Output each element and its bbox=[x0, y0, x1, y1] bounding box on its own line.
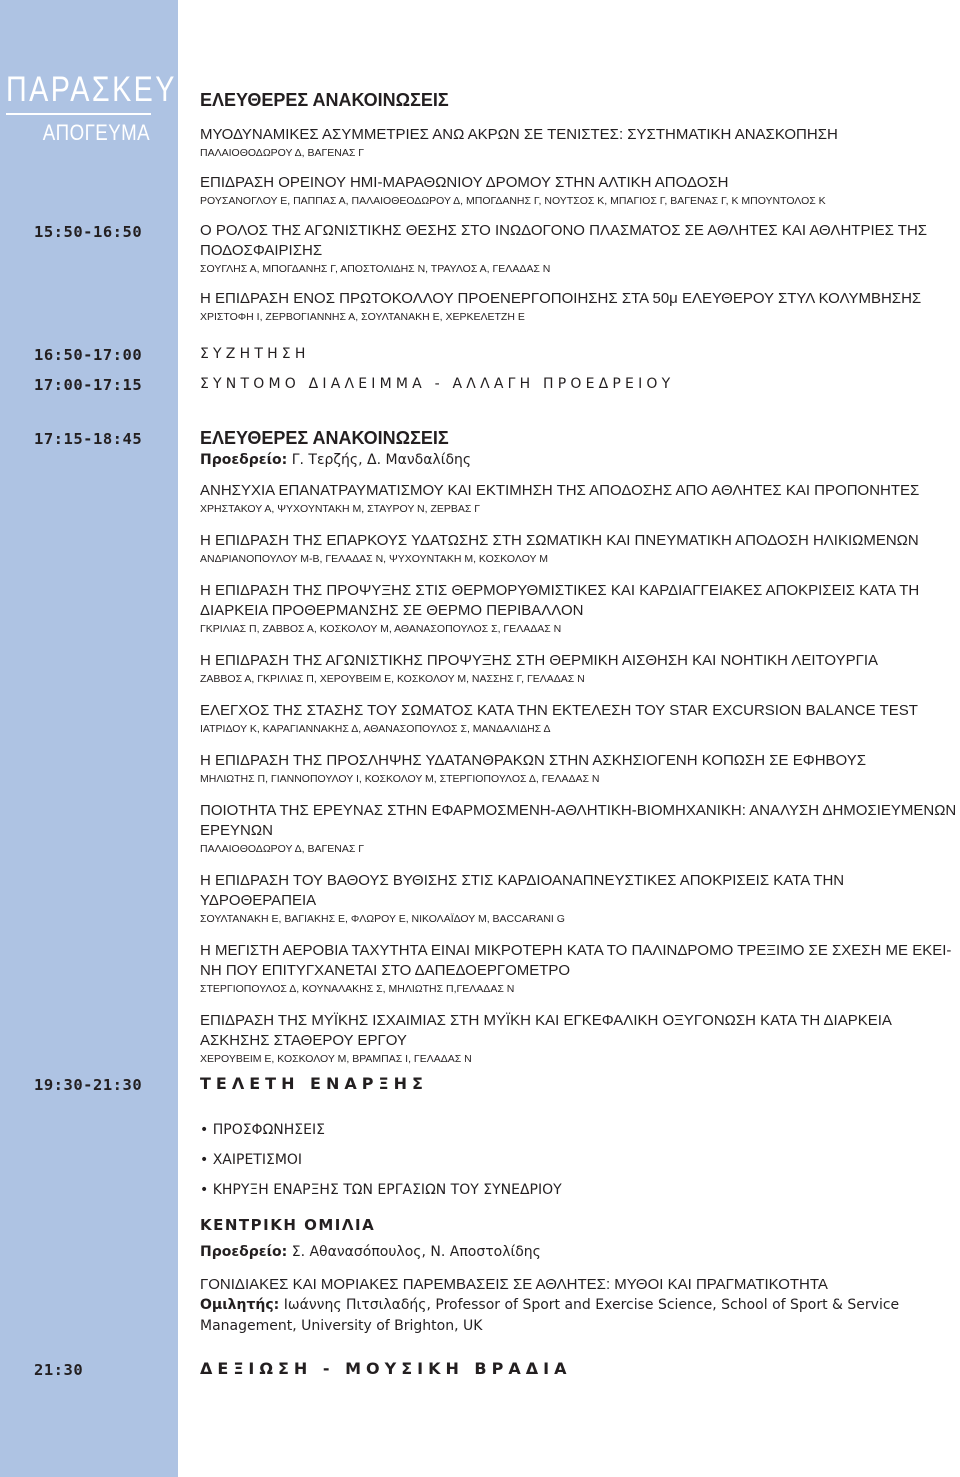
abstract-authors: ΜΗΛΙΩΤΗΣ Π, ΓΙΑΝΝΟΠΟΥΛΟΥ Ι, ΚΟΣΚΟΛΟΥ Μ, ΣΤΕΡΓΙΟΠΟΥΛΟΣ Δ, ΓΕΛΑΔΑΣ Ν bbox=[200, 773, 600, 785]
keynote-chair-line bbox=[200, 1244, 541, 1260]
chair-label: Προεδρείο: bbox=[200, 452, 288, 468]
abstract-authors: ΡΟΥΣΑΝΟΓΛΟΥ Ε, ΠΑΠΠΑΣ Α, ΠΑΛΑΙΟΘΕΟΔΩΡΟΥ Δ, ΜΠΟΓΔΑΝΗΣ Γ, ΝΟΥΤΣΟΣ Κ, ΜΠΑΓΙΟΣ Γ, ΒΑΓΕΝΑΣ Γ, Κ ΜΠΟΥΝΤΟΛΟΣ Κ bbox=[200, 195, 826, 207]
abstract-authors: ΠΑΛΑΙΟΘΟΔΩΡΟΥ Δ, ΒΑΓΕΝΑΣ Γ bbox=[200, 147, 365, 159]
day-underline bbox=[6, 113, 151, 115]
abstract-title: Η ΕΠΙΔΡΑΣΗ ΤΗΣ ΠΡΟΣΛΗΨΗΣ ΥΔΑΤΑΝΘΡΑΚΩΝ ΣΤΗΝ ΑΣΚΗΣΙΟΓΕΝΗ ΚΟΠΩΣΗ ΣΕ ΕΦΗΒΟΥΣ bbox=[200, 752, 866, 769]
abstract-item bbox=[200, 701, 960, 737]
bullet-text: ΚΗΡΥΞΗ ΕΝΑΡΞΗΣ ΤΩΝ ΕΡΓΑΣΙΩΝ ΤΟΥ ΣΥΝΕΔΡΙΟΥ bbox=[212, 1182, 562, 1198]
abstract-item bbox=[200, 871, 960, 927]
abstract-title: ΠΟΙΟΤΗΤΑ ΤΗΣ ΕΡΕΥΝΑΣ ΣΤΗΝ ΕΦΑΡΜΟΣΜΕΝΗ-ΑΘΛΗΤΙΚΗ-ΒΙΟΜΗΧΑΝΙΚΗ: ΑΝΑΛΥΣΗ ΔΗΜΟΣΙΕΥΜΕΝΩΝ ΕΡΕΥΝΩΝ bbox=[200, 802, 957, 839]
abstract-authors: ΣΟΥΛΤΑΝΑΚΗ Ε, ΒΑΓΙΑΚΗΣ Ε, ΦΛΩΡΟΥ Ε, ΝΙΚΟΛΑΪΔΟΥ Μ, BACCARANI G bbox=[200, 913, 565, 925]
time-slot-3: 17:00-17:15 bbox=[34, 376, 143, 394]
keynote-title: ΓΟΝΙΔΙΑΚΕΣ ΚΑΙ ΜΟΡΙΑΚΕΣ ΠΑΡΕΜΒΑΣΕΙΣ ΣΕ ΑΘΛΗΤΕΣ: ΜΥΘΟΙ ΚΑΙ ΠΡΑΓΜΑΤΙΚΟΤΗΤΑ bbox=[200, 1276, 828, 1293]
bullet-item: • ΠΡΟΣΦΩΝΗΣΕΙΣ bbox=[200, 1122, 325, 1138]
session-heading: ΕΛΕΥΘΕΡΕΣ ΑΝΑΚΟΙΝΩΣΕΙΣ bbox=[200, 90, 449, 110]
opening-heading: ΤΕΛΕΤΗ ΕΝΑΡΞΗΣ bbox=[200, 1074, 428, 1093]
abstract-title: ΕΠΙΔΡΑΣΗ ΤΗΣ ΜΥΪΚΗΣ ΙΣΧΑΙΜΙΑΣ ΣΤΗ ΜΥΪΚΗ ΚΑΙ ΕΓΚΕΦΑΛΙΚΗ ΟΞΥΓΟΝΩΣΗ ΚΑΤΑ ΤΗ ΔΙΑΡΚΕΙΑ ΑΣΚΗΣΗΣ ΣΤΑΘΕΡΟΥ ΕΡΓΟΥ bbox=[200, 1012, 892, 1049]
session-1 bbox=[200, 90, 960, 325]
abstract-title: Η ΜΕΓΙΣΤΗ ΑΕΡΟΒΙΑ ΤΑΧΥΤΗΤΑ ΕΙΝΑΙ ΜΙΚΡΟΤΕΡΗ ΚΑΤΑ ΤΟ ΠΑΛΙΝΔΡΟΜΟ ΤΡΕΞΙΜΟ ΣΕ ΣΧΕΣΗ ΜΕ ΕΚΕΙ-ΝΗ ΠΟΥ ΕΠΙΤΥΓΧΑΝΕΤΑΙ ΣΤΟ ΔΑΠΕΔΟΕΡΓΟΜΕΤΡΟ bbox=[200, 942, 952, 979]
time-slot-2: 16:50-17:00 bbox=[34, 346, 143, 364]
session-heading: ΕΛΕΥΘΕΡΕΣ ΑΝΑΚΟΙΝΩΣΕΙΣ bbox=[200, 428, 449, 448]
abstract-item bbox=[200, 481, 960, 517]
day-title: ΠΑΡΑΣΚΕΥΗ bbox=[6, 70, 201, 109]
abstract-item bbox=[200, 221, 960, 277]
time-slot-6: 21:30 bbox=[34, 1361, 84, 1379]
abstract-item bbox=[200, 531, 960, 567]
abstract-title: Η ΕΠΙΔΡΑΣΗ ΤΗΣ ΑΓΩΝΙΣΤΙΚΗΣ ΠΡΟΨΥΞΗΣ ΣΤΗ ΘΕΡΜΙΚΗ ΑΙΣΘΗΣΗ ΚΑΙ ΝΟΗΤΙΚΗ ΛΕΙΤΟΥΡΓΙΑ bbox=[200, 652, 879, 669]
abstract-authors: ΖΑΒΒΟΣ Α, ΓΚΡΙΛΙΑΣ Π, ΧΕΡΟΥΒΕΙΜ Ε, ΚΟΣΚΟΛΟΥ Μ, ΝΑΣΣΗΣ Γ, ΓΕΛΑΔΑΣ Ν bbox=[200, 673, 585, 685]
abstract-title: ΕΛΕΓΧΟΣ ΤΗΣ ΣΤΑΣΗΣ ΤΟΥ ΣΩΜΑΤΟΣ ΚΑΤΑ ΤΗΝ ΕΚΤΕΛΕΣΗ ΤΟΥ STAR EXCURSION BALANCE TEST bbox=[200, 702, 918, 719]
period-title: ΑΠΟΓΕΥΜΑ bbox=[42, 120, 150, 145]
abstract-authors: ΓΚΡΙΛΙΑΣ Π, ΖΑΒΒΟΣ Α, ΚΟΣΚΟΛΟΥ Μ, ΑΘΑΝΑΣΟΠΟΥΛΟΣ Σ, ΓΕΛΑΔΑΣ Ν bbox=[200, 623, 562, 635]
abstract-item bbox=[200, 941, 960, 997]
time-slot-5: 19:30-21:30 bbox=[34, 1076, 143, 1094]
speaker-text: Ιωάννης Πιτσιλαδής, Professor of Sport and Exercise Science, School of Sport & Service Management, University of Brighton, UK bbox=[200, 1297, 900, 1334]
sidebar-band bbox=[0, 0, 201, 1477]
abstract-authors: ΑΝΔΡΙΑΝΟΠΟΥΛΟΥ Μ-Β, ΓΕΛΑΔΑΣ Ν, ΨΥΧΟΥΝΤΑΚΗ Μ, ΚΟΣΚΟΛΟΥ Μ bbox=[200, 553, 549, 565]
abstract-authors: ΙΑΤΡΙΔΟΥ Κ, ΚΑΡΑΓΙΑΝΝΑΚΗΣ Δ, ΑΘΑΝΑΣΟΠΟΥΛΟΣ Σ, ΜΑΝΔΑΛΙΔΗΣ Δ bbox=[200, 723, 551, 735]
abstract-title: Ο ΡΟΛΟΣ ΤΗΣ ΑΓΩΝΙΣΤΙΚΗΣ ΘΕΣΗΣ ΣΤΟ ΙΝΩΔΟΓΟΝΟ ΠΛΑΣΜΑΤΟΣ ΣΕ ΑΘΛΗΤΕΣ ΚΑΙ ΑΘΛΗΤΡΙΕΣ ΤΗΣ ΠΟΔΟΣΦΑΙΡΙΣΗΣ bbox=[200, 222, 928, 259]
keynote-block bbox=[200, 1274, 940, 1337]
abstract-authors: ΧΡΗΣΤΑΚΟΥ Α, ΨΥΧΟΥΝΤΑΚΗ Μ, ΣΤΑΥΡΟΥ Ν, ΖΕΡΒΑΣ Γ bbox=[200, 503, 481, 515]
bullet-item: • ΧΑΙΡΕΤΙΣΜΟΙ bbox=[200, 1152, 303, 1168]
abstract-authors: ΣΤΕΡΓΙΟΠΟΥΛΟΣ Δ, ΚΟΥΝΑΛΑΚΗΣ Σ, ΜΗΛΙΩΤΗΣ Π,ΓΕΛΑΔΑΣ Ν bbox=[200, 983, 515, 995]
abstract-item bbox=[200, 801, 960, 857]
abstract-title: Η ΕΠΙΔΡΑΣΗ ΤΟΥ ΒΑΘΟΥΣ ΒΥΘΙΣΗΣ ΣΤΙΣ ΚΑΡΔΙΟΑΝΑΠΝΕΥΣΤΙΚΕΣ ΑΠΟΚΡΙΣΕΙΣ ΚΑΤΑ ΤΗΝ ΥΔΡΟΘΕΡΑΠΕΙΑ bbox=[200, 872, 845, 909]
abstract-title: ΑΝΗΣΥΧΙΑ ΕΠΑΝΑΤΡΑΥΜΑΤΙΣΜΟΥ ΚΑΙ ΕΚΤΙΜΗΣΗ ΤΗΣ ΑΠΟΔΟΣΗΣ ΑΠΟ ΑΘΛΗΤΕΣ ΚΑΙ ΠΡΟΠΟΝΗΤΕΣ bbox=[200, 482, 920, 499]
abstract-item bbox=[200, 751, 960, 787]
abstract-title: Η ΕΠΙΔΡΑΣΗ ΤΗΣ ΠΡΟΨΥΞΗΣ ΣΤΙΣ ΘΕΡΜΟΡΥΘΜΙΣΤΙΚΕΣ ΚΑΙ ΚΑΡΔΙΑΓΓΕΙΑΚΕΣ ΑΠΟΚΡΙΣΕΙΣ ΚΑΤΑ ΤΗ ΔΙΑΡΚΕΙΑ ΠΡΟΘΕΡΜΑΝΣΗΣ ΣΕ ΘΕΡΜΟ ΠΕΡΙΒΑΛΛΟΝ bbox=[200, 582, 920, 619]
abstract-item bbox=[200, 289, 960, 325]
break-label: ΣΥΝΤΟΜΟ ΔΙΑΛΕΙΜΜΑ - ΑΛΛΑΓΗ ΠΡΟΕΔΡΕΙΟΥ bbox=[200, 376, 675, 392]
bullet-item: • ΚΗΡΥΞΗ ΕΝΑΡΞΗΣ ΤΩΝ ΕΡΓΑΣΙΩΝ ΤΟΥ ΣΥΝΕΔΡΙΟΥ bbox=[200, 1182, 562, 1198]
chair-names: Γ. Τερζής, Δ. Μανδαλίδης bbox=[291, 452, 472, 468]
keynote-speaker-line bbox=[200, 1295, 940, 1337]
discussion-label: ΣΥΖΗΤΗΣΗ bbox=[200, 346, 310, 362]
chair-line bbox=[200, 452, 960, 468]
abstract-title: Η ΕΠΙΔΡΑΣΗ ΕΝΟΣ ΠΡΩΤΟΚΟΛΛΟΥ ΠΡΟΕΝΕΡΓΟΠΟΙΗΣΗΣ ΣΤΑ 50μ ΕΛΕΥΘΕΡΟΥ ΣΤΥΛ ΚΟΛΥΜΒΗΣΗΣ bbox=[200, 290, 922, 307]
keynote-heading: ΚΕΝΤΡΙΚΗ ΟΜΙΛΙΑ bbox=[200, 1216, 376, 1234]
abstract-item bbox=[200, 173, 960, 209]
session-2 bbox=[200, 428, 960, 1067]
bullet-text: ΠΡΟΣΦΩΝΗΣΕΙΣ bbox=[212, 1122, 325, 1138]
abstract-item bbox=[200, 1011, 960, 1067]
bullet-text: ΧΑΙΡΕΤΙΣΜΟΙ bbox=[212, 1152, 303, 1168]
abstract-item bbox=[200, 125, 960, 161]
time-slot-4: 17:15-18:45 bbox=[34, 430, 143, 448]
abstract-authors: ΠΑΛΑΙΟΘΟΔΩΡΟΥ Δ, ΒΑΓΕΝΑΣ Γ bbox=[200, 843, 365, 855]
abstract-authors: ΧΡΙΣΤΟΦΗ Ι, ΖΕΡΒΟΓΙΑΝΝΗΣ Α, ΣΟΥΛΤΑΝΑΚΗ Ε, ΧΕΡΚΕΛΕΤΖΗ Ε bbox=[200, 311, 525, 323]
speaker-label: Ομιλητής: bbox=[200, 1297, 280, 1313]
abstract-item bbox=[200, 581, 960, 637]
chair-label: Προεδρείο: bbox=[200, 1244, 288, 1260]
abstract-authors: ΧΕΡΟΥΒΕΙΜ Ε, ΚΟΣΚΟΛΟΥ Μ, ΒΡΑΜΠΑΣ Ι, ΓΕΛΑΔΑΣ Ν bbox=[200, 1053, 472, 1065]
abstract-title: Η ΕΠΙΔΡΑΣΗ ΤΗΣ ΕΠΑΡΚΟΥΣ ΥΔΑΤΩΣΗΣ ΣΤΗ ΣΩΜΑΤΙΚΗ ΚΑΙ ΠΝΕΥΜΑΤΙΚΗ ΑΠΟΔΟΣΗ ΗΛΙΚΙΩΜΕΝΩΝ bbox=[200, 532, 919, 549]
reception-label: ΔΕΞΙΩΣΗ - ΜΟΥΣΙΚΗ ΒΡΑΔΙΑ bbox=[200, 1359, 572, 1378]
abstract-authors: ΣΟΥΓΛΗΣ Α, ΜΠΟΓΔΑΝΗΣ Γ, ΑΠΟΣΤΟΛΙΔΗΣ Ν, ΤΡΑΥΛΟΣ Α, ΓΕΛΑΔΑΣ Ν bbox=[200, 263, 551, 275]
abstract-item bbox=[200, 651, 960, 687]
time-slot-1: 15:50-16:50 bbox=[34, 223, 143, 241]
abstract-title: ΜΥΟΔΥΝΑΜΙΚΕΣ ΑΣΥΜΜΕΤΡΙΕΣ ΑΝΩ ΑΚΡΩΝ ΣΕ ΤΕΝΙΣΤΕΣ: ΣΥΣΤΗΜΑΤΙΚΗ ΑΝΑΣΚΟΠΗΣΗ bbox=[200, 126, 838, 143]
chair-names: Σ. Αθανασόπουλος, Ν. Αποστολίδης bbox=[291, 1244, 541, 1260]
abstract-title: ΕΠΙΔΡΑΣΗ ΟΡΕΙΝΟΥ ΗΜΙ-ΜΑΡΑΘΩΝΙΟΥ ΔΡΟΜΟΥ ΣΤΗΝ ΑΛΤΙΚΗ ΑΠΟΔΟΣΗ bbox=[200, 174, 729, 191]
